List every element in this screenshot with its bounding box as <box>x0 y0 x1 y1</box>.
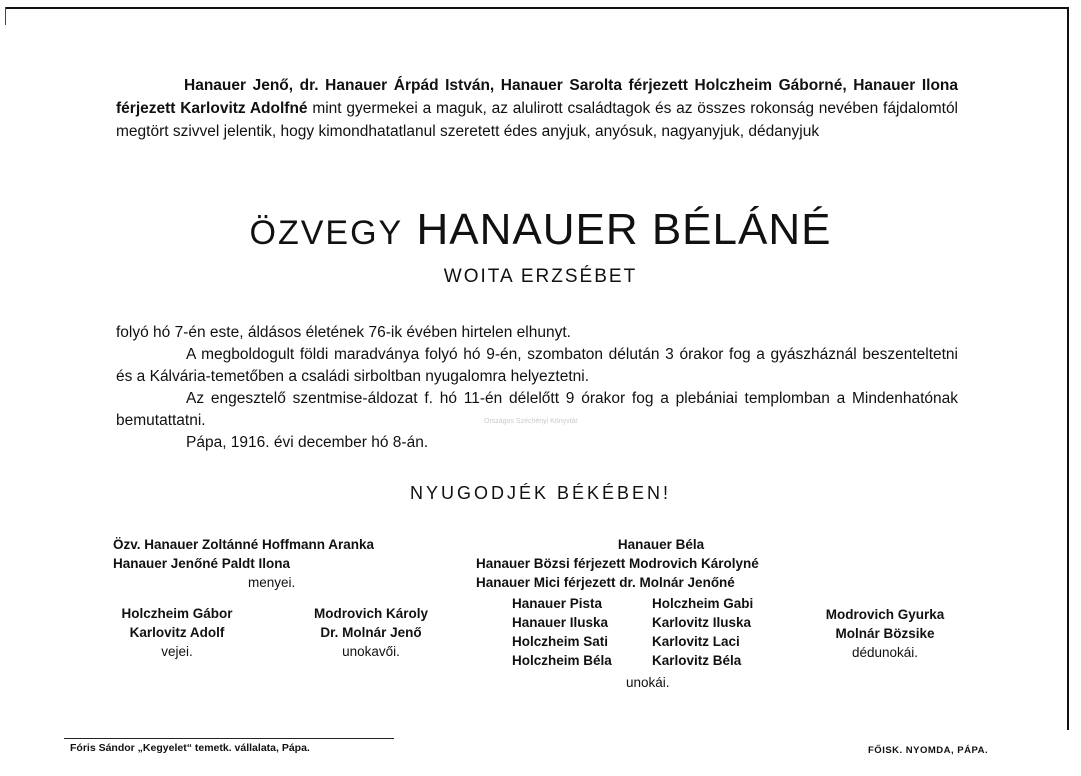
menyei-group <box>113 535 374 592</box>
maiden-name: WOITA ERZSÉBET <box>443 266 638 287</box>
unokai-col-1 <box>512 594 612 670</box>
group-label: unokavői. <box>342 644 400 659</box>
group-label: vejei. <box>161 644 193 659</box>
list-item: Holczheim Sati <box>512 634 609 649</box>
list-item: Karlovitz Béla <box>652 653 742 668</box>
intro-text: mint gyermekei a maguk, az alulirott családtagok és az összes rokonság nevében fájdalomtól megtört szivvel jelentik, hogy kimondhatatlanul szeretett édes anyjuk, anyósuk, nagyanyjuk, dédanyjuk <box>116 100 959 140</box>
place-date: Pápa, 1916. évi december hó 8-án. <box>186 434 429 451</box>
frame-left-border <box>5 7 6 25</box>
list-item: Holczheim Béla <box>512 653 612 668</box>
unokai-col-2 <box>652 594 753 670</box>
vejei-group <box>113 604 241 661</box>
deceased-surname: HANAUER BÉLÁNÉ <box>416 205 832 254</box>
group-label: menyei. <box>248 575 296 590</box>
death-line: folyó hó 7-én este, áldásos életének 76-ik évében hirtelen elhunyt. <box>116 324 571 341</box>
deceased-prefix: ÖZVEGY <box>249 214 404 252</box>
frame-top-border <box>5 7 1067 9</box>
list-item: Karlovitz Adolf <box>129 625 225 640</box>
announcement-body <box>116 322 958 454</box>
list-item: Karlovitz Laci <box>652 634 740 649</box>
family-group <box>476 535 846 592</box>
list-item: Hanauer Jenőné Paldt Ilona <box>113 556 291 571</box>
dedunokai-group <box>808 605 962 662</box>
list-item: Holczheim Gabi <box>652 596 754 611</box>
unokai-label: unokái. <box>626 675 670 690</box>
frame-right-border <box>1067 7 1069 730</box>
list-item: Karlovitz Iluska <box>652 615 752 630</box>
list-item: Hanauer Pista <box>512 596 603 611</box>
unokavoi-group <box>296 604 446 661</box>
list-item: Hanauer Iluska <box>512 615 609 630</box>
list-item: Molnár Bözsike <box>835 626 935 641</box>
intro-paragraph <box>116 74 958 143</box>
children-names: Hanauer Jenő, dr. Hanauer Árpád István, Hanauer Sarolta férjezett Holczheim Gáborné, Hanauer Ilona férjezett Karlovitz Adolfné <box>116 77 958 117</box>
list-item: Dr. Molnár Jenő <box>320 625 422 640</box>
list-item: Modrovich Károly <box>313 606 429 621</box>
rest-in-peace: NYUGODJÉK BÉKÉBEN! <box>409 483 672 503</box>
group-label: dédunokái. <box>851 645 919 660</box>
list-item: Modrovich Gyurka <box>825 607 945 622</box>
list-item: Özv. Hanauer Zoltánné Hoffmann Aranka <box>113 537 375 552</box>
list-item: Hanauer Béla <box>617 537 705 552</box>
printer-credit: FŐISK. NYOMDA, PÁPA. <box>868 745 989 756</box>
mass-paragraph: Az engesztelő szentmise-áldozat f. hó 11-én délelőtt 9 órakor fog a plebániai templomban a Mindenhatónak bemutattatni. <box>116 390 958 429</box>
footer-divider <box>64 738 394 739</box>
funeral-home-credit: Fóris Sándor „Kegyelet“ temetk. vállalata, Pápa. <box>70 742 310 754</box>
list-item: Holczheim Gábor <box>121 606 233 621</box>
list-item: Hanauer Mici férjezett dr. Molnár Jenőné <box>476 575 735 590</box>
list-item: Hanauer Bözsi férjezett Modrovich Károlyné <box>476 556 759 571</box>
library-watermark: Országos Széchényi Könyvtár <box>484 418 578 425</box>
deceased-name <box>0 205 1081 255</box>
funeral-paragraph: A megboldogult földi maradványa folyó hó 9-én, szombaton délután 3 órakor fog a gyászháznál beszenteltetni és a Kálvária-temetőben a családi sirboltban nyugalomra helyeztetni. <box>116 346 958 385</box>
